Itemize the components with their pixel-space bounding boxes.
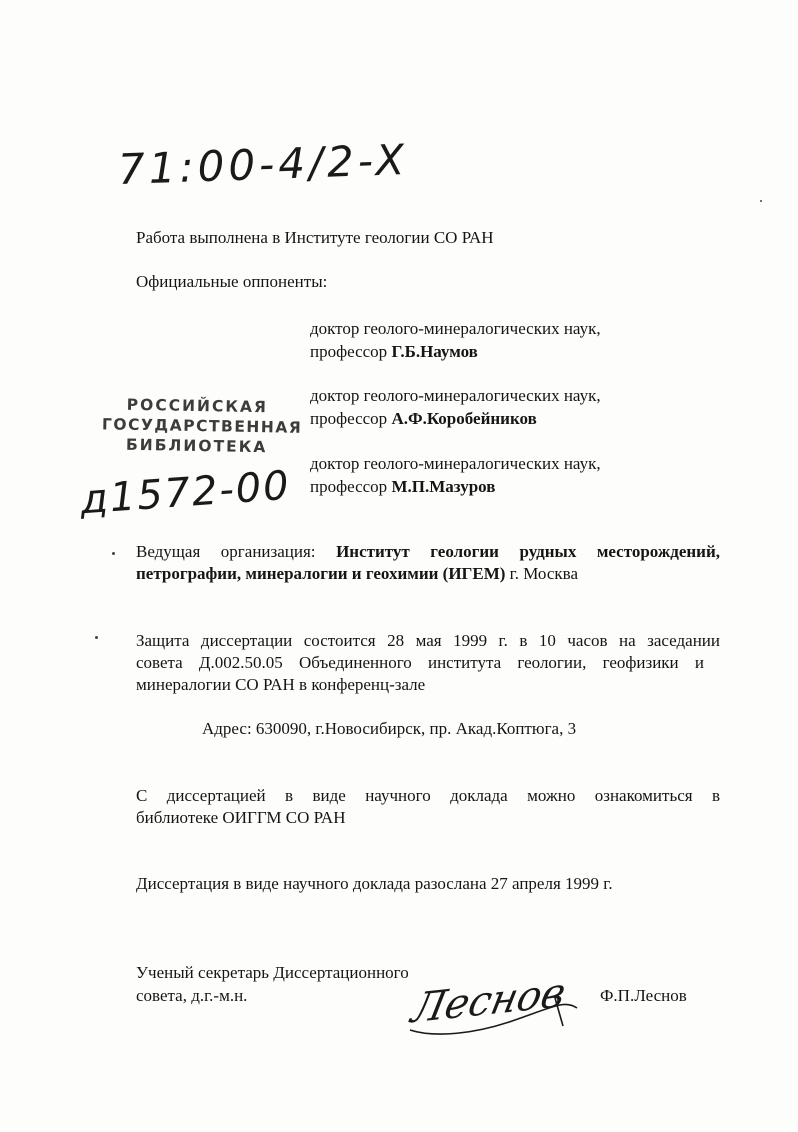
leading-org-line2 [136,563,578,585]
opponent-degree: доктор геолого-минералогических наук, [310,454,601,473]
leading-org-city: г. Москва [509,564,578,583]
opponents-heading: Официальные оппоненты: [136,272,328,291]
secretary-name: Ф.П.Леснов [600,986,687,1005]
leading-org-name-part1: Институт геологии рудных месторождений, [336,542,720,561]
library-number-handwritten: д1572-00 [78,462,293,524]
leading-org-name-part2: петрографии, минералогии и геохимии (ИГЕМ) [136,564,506,583]
defense-line3: минералогии СО РАН в конференц-зале [136,675,426,694]
work-done-statement: Работа выполнена в Институте геологии СО РАН [136,228,494,247]
secretary-line2: совета, д.г.-м.н. [136,986,248,1005]
opponent-name: А.Ф.Коробейников [391,409,537,428]
opponent-title-line [310,476,495,498]
opponent-title-line [310,341,478,363]
access-line1: С диссертацией в виде научного доклада можно ознакомиться в [136,786,720,805]
stamp-line: ГОСУДАРСТВЕННАЯ [101,415,303,437]
library-stamp [101,394,303,457]
opponent-title: профессор [310,477,388,496]
address: Адрес: 630090, г.Новосибирск, пр. Акад.Коптюга, 3 [202,719,577,738]
secretary-line1: Ученый секретарь Диссертационного [136,963,409,982]
signature-flourish [405,990,585,1040]
access-line2: библиотеке ОИГГМ СО РАН [136,808,346,827]
defense-line2: совета Д.002.50.05 Объединенного института геологии, геофизики и [136,653,704,672]
stamp-line: БИБЛИОТЕКА [125,435,268,457]
opponent-title: профессор [310,409,388,428]
opponent-title: профессор [310,342,388,361]
scan-speck [760,200,762,202]
stamp-line: РОССИЙСКАЯ [126,395,269,417]
scan-speck [95,636,98,639]
scan-speck [112,552,115,555]
secretary-signature: Леснов [407,969,570,1033]
dispatched-statement: Диссертация в виде научного доклада разослана 27 апреля 1999 г. [136,874,613,893]
defense-line1: Защита диссертации состоится 28 мая 1999 г. в 10 часов на заседании [136,631,720,650]
opponent-name: Г.Б.Наумов [391,342,478,361]
opponent-title-line [310,408,537,430]
leading-org-line1 [136,541,720,563]
leading-org-label: Ведущая организация: [136,542,316,561]
opponent-degree: доктор геолого-минералогических наук, [310,386,601,405]
opponent-name: М.П.Мазуров [391,477,496,496]
archive-code-handwritten: 71:00-4/2-X [117,134,409,195]
opponent-degree: доктор геолого-минералогических наук, [310,319,601,338]
